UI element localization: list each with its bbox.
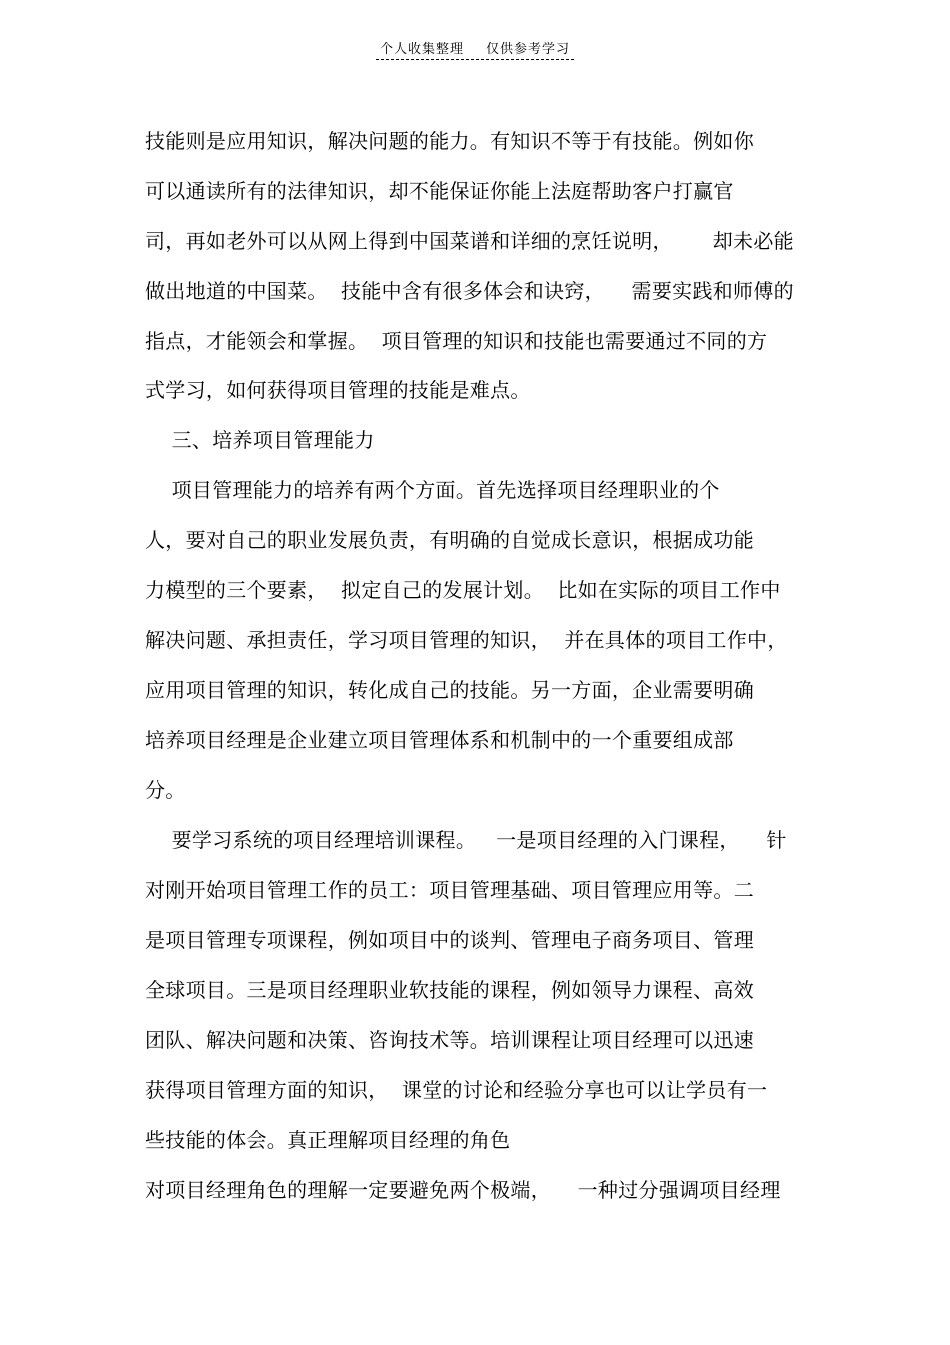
text-line: 团队、解决问题和决策、咨询技术等。培训课程让项目经理可以迅速 (145, 1028, 754, 1052)
text-line: 技能则是应用知识，解决问题的能力。有知识不等于有技能。例如你 (145, 129, 754, 153)
section-heading: 三、培养项目管理能力 (145, 428, 375, 452)
header-right-text: 仅供参考学习 (486, 42, 571, 57)
text-line: 力模型的三个要素， 拟定自己的发展计划。 比如在实际的项目工作中 (145, 578, 781, 602)
text-line: 些技能的体会。真正理解项目经理的角色 (145, 1128, 511, 1152)
text-line: 司，再如老外可以从网上得到中国菜谱和详细的烹饪说明， 却未必能 (145, 229, 794, 253)
text-line: 式学习，如何获得项目管理的技能是难点。 (145, 378, 531, 402)
text-line: 要学习系统的项目经理培训课程。 一是项目经理的入门课程， 针 (145, 828, 787, 852)
header-text (376, 38, 574, 60)
text-line: 解决问题、承担责任，学习项目管理的知识， 并在具体的项目工作中， (145, 628, 788, 652)
text-line: 应用项目管理的知识，转化成自己的技能。另一方面，企业需要明确 (145, 678, 754, 702)
text-line: 全球项目。三是项目经理职业软技能的课程，例如领导力课程、高效 (145, 978, 754, 1002)
page-header (0, 38, 950, 60)
text-line: 分。 (145, 778, 186, 802)
text-line: 做出地道的中国菜。 技能中含有很多体会和诀窍， 需要实践和师傅的 (145, 279, 794, 303)
text-line: 可以通读所有的法律知识，却不能保证你能上法庭帮助客户打赢官 (145, 179, 734, 203)
text-line: 获得项目管理方面的知识， 课堂的讨论和经验分享也可以让学员有一 (145, 1078, 768, 1102)
text-line: 对项目经理角色的理解一定要避免两个极端， 一种过分强调项目经理 (145, 1178, 781, 1202)
text-line: 指点，才能领会和掌握。 项目管理的知识和技能也需要通过不同的方 (145, 329, 768, 353)
text-line: 是项目管理专项课程，例如项目中的谈判、管理电子商务项目、管理 (145, 928, 754, 952)
text-line: 项目管理能力的培养有两个方面。首先选择项目经理职业的个 (145, 478, 720, 502)
text-line: 人，要对自己的职业发展负责，有明确的自觉成长意识，根据成功能 (145, 528, 754, 552)
header-left-text: 个人收集整理 (379, 42, 464, 57)
text-line: 对刚开始项目管理工作的员工：项目管理基础、项目管理应用等。二 (145, 878, 754, 902)
text-line: 培养项目经理是企业建立项目管理体系和机制中的一个重要组成部 (145, 728, 734, 752)
